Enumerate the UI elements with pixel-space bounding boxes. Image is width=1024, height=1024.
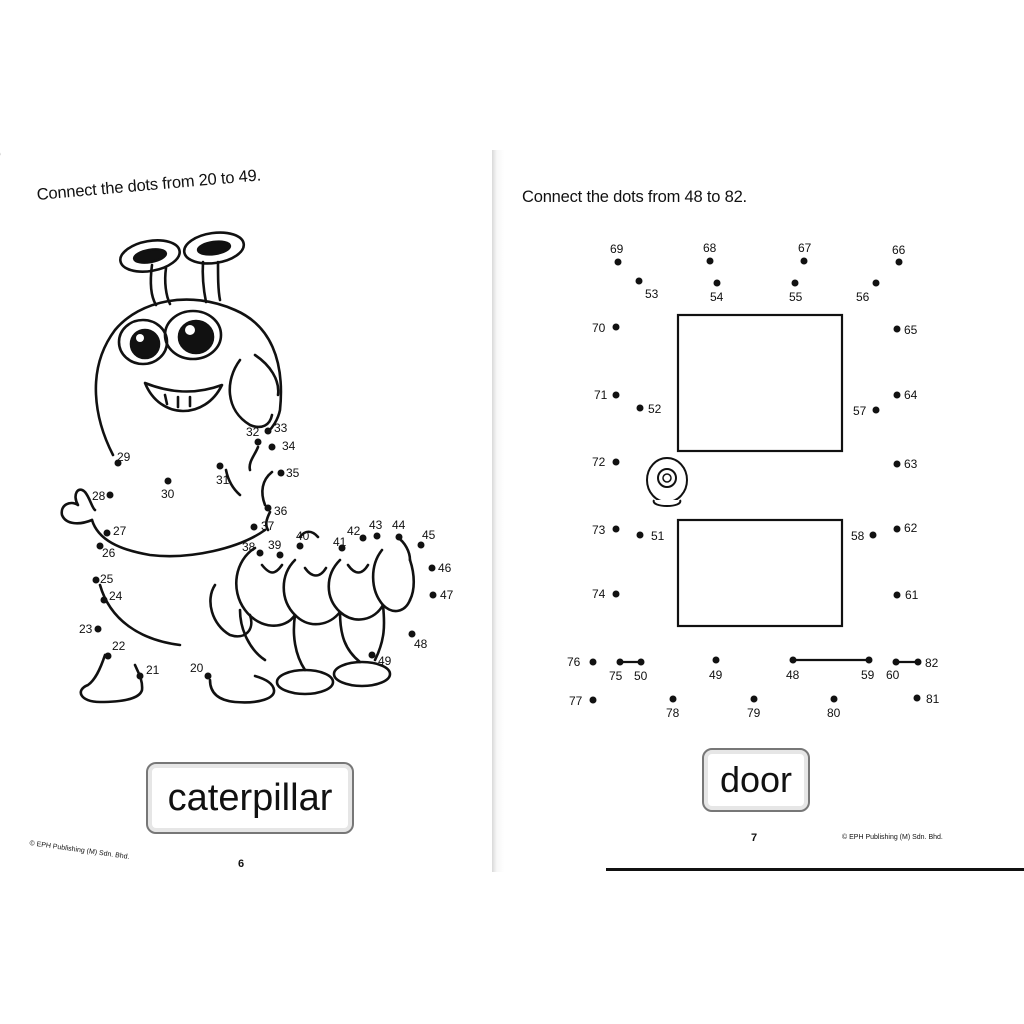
dot-label: 36 xyxy=(274,504,288,518)
dot-label: 48 xyxy=(786,668,800,682)
dot-label: 21 xyxy=(146,663,160,677)
dot-label: 68 xyxy=(703,241,717,255)
left-instruction: Connect the dots from 20 to 49. xyxy=(36,166,262,204)
dot-label: 69 xyxy=(610,242,624,256)
dot-label: 56 xyxy=(856,290,870,304)
word-card-door xyxy=(702,748,810,812)
dot-label: 50 xyxy=(634,669,648,683)
dot-label: 45 xyxy=(422,528,436,542)
dot-label: 53 xyxy=(645,287,659,301)
dot-label: 39 xyxy=(268,538,282,552)
dot-label: 44 xyxy=(392,518,406,532)
dot-label: 72 xyxy=(592,455,606,469)
right-copyright: © EPH Publishing (M) Sdn. Bhd. xyxy=(842,834,943,841)
dot-label: 67 xyxy=(798,241,812,255)
word-door: door xyxy=(719,759,793,800)
dot-label: 47 xyxy=(440,588,454,602)
door-dot-labels xyxy=(567,241,940,720)
word-caterpillar: caterpillar xyxy=(167,776,333,819)
dot-label: 49 xyxy=(378,654,392,668)
dot-label: 31 xyxy=(216,473,230,487)
dot-label: 55 xyxy=(789,290,803,304)
dot-label: 54 xyxy=(710,290,724,304)
dot-label: 59 xyxy=(861,668,875,682)
left-page-number: 6 xyxy=(238,858,245,870)
dot-label: 82 xyxy=(925,656,939,670)
page-edge-bottom xyxy=(606,868,1024,871)
dot-label: 37 xyxy=(261,519,275,533)
dot-label: 38 xyxy=(242,540,256,554)
dot-label: 74 xyxy=(592,587,606,601)
dot-label: 76 xyxy=(567,655,581,669)
left-copyright: © EPH Publishing (M) Sdn. Bhd. xyxy=(29,840,130,861)
dot-label: 80 xyxy=(827,706,841,720)
dot-label: 25 xyxy=(100,572,114,586)
dot-label: 35 xyxy=(286,466,300,480)
dot-label: 24 xyxy=(109,589,123,603)
dot-label: 75 xyxy=(609,669,623,683)
dot-label: 34 xyxy=(282,439,296,453)
dot-label: 27 xyxy=(113,524,127,538)
dot-label: 79 xyxy=(747,706,761,720)
dot-label: 70 xyxy=(592,321,606,335)
dot-label: 23 xyxy=(79,622,93,636)
dot-label: 28 xyxy=(92,489,106,503)
word-card-caterpillar xyxy=(146,762,354,834)
dot-label: 78 xyxy=(666,706,680,720)
door-dots xyxy=(590,258,922,704)
dot-label: 66 xyxy=(892,243,906,257)
dot-label: 62 xyxy=(904,521,918,535)
dot-label: 32 xyxy=(246,425,260,439)
dot-label: 71 xyxy=(594,388,608,402)
dot-label: 20 xyxy=(190,661,204,675)
right-page-number: 7 xyxy=(751,832,758,844)
dot-label: 81 xyxy=(926,692,940,706)
dot-label: 65 xyxy=(904,323,918,337)
dot-label: 30 xyxy=(161,487,175,501)
book-gutter xyxy=(492,150,504,872)
dot-label: 60 xyxy=(886,668,900,682)
dot-label: 26 xyxy=(102,546,116,560)
dot-label: 29 xyxy=(117,450,131,464)
dot-label: 52 xyxy=(648,402,662,416)
dot-label: 41 xyxy=(333,535,347,549)
dot-label: 64 xyxy=(904,388,918,402)
dot-label: 42 xyxy=(347,524,361,538)
caterpillar-dot-labels xyxy=(79,421,454,677)
dot-label: 57 xyxy=(853,404,867,418)
dot-label: 51 xyxy=(651,529,665,543)
dot-label: 46 xyxy=(438,561,452,575)
dot-label: 48 xyxy=(414,637,428,651)
dot-label: 63 xyxy=(904,457,918,471)
right-instruction: Connect the dots from 48 to 82. xyxy=(522,188,747,206)
dot-label: 61 xyxy=(905,588,919,602)
dot-label: 40 xyxy=(296,529,310,543)
dot-label: 22 xyxy=(112,639,126,653)
dot-label: 73 xyxy=(592,523,606,537)
dot-label: 77 xyxy=(569,694,583,708)
door-knob-icon xyxy=(647,458,687,506)
dot-label: 33 xyxy=(274,421,288,435)
dot-label: 43 xyxy=(369,518,383,532)
dot-label: 49 xyxy=(709,668,723,682)
dot-label: 58 xyxy=(851,529,865,543)
